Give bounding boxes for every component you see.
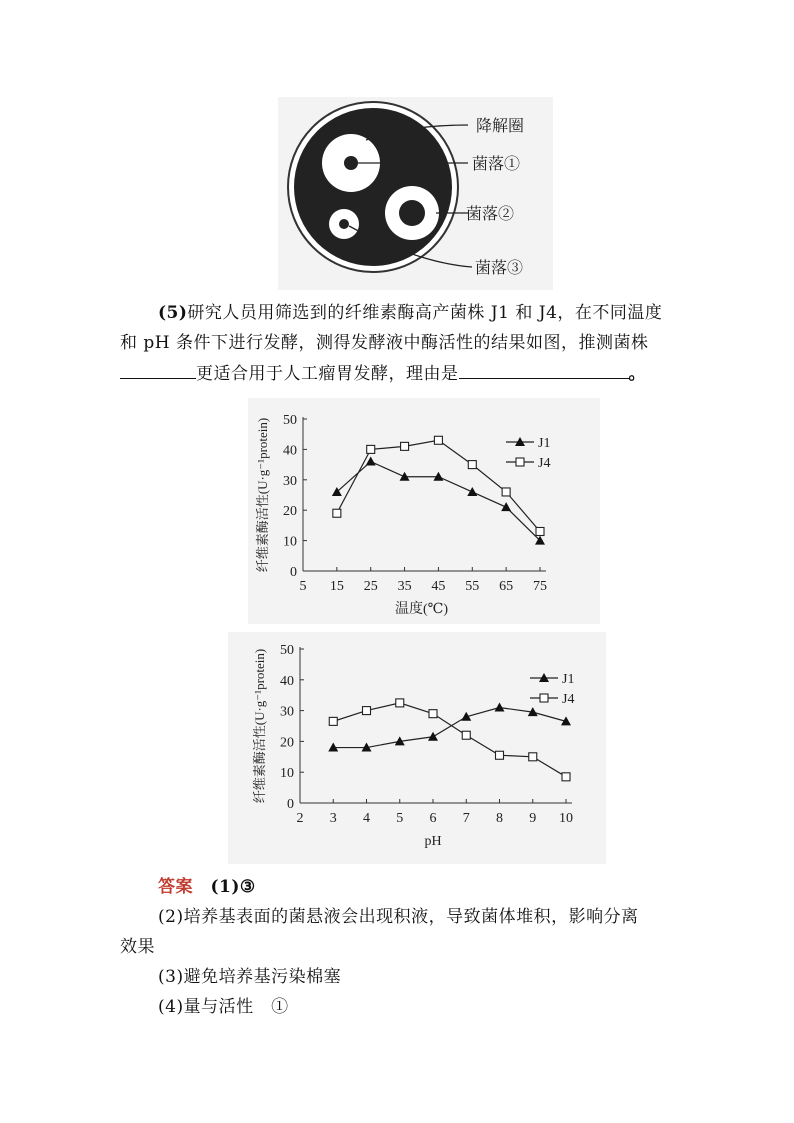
data-point-j4 bbox=[562, 773, 570, 781]
data-point-j4 bbox=[396, 699, 404, 707]
label-halo: 降解圈 bbox=[476, 118, 525, 135]
x-tick-label: 4 bbox=[363, 811, 370, 826]
data-point-j4 bbox=[462, 731, 470, 739]
answer-1: (1)③ bbox=[210, 877, 256, 897]
y-tick-label: 30 bbox=[283, 473, 297, 489]
answer-line-1 bbox=[120, 872, 680, 902]
legend-label-j1: J1 bbox=[562, 672, 575, 687]
answer-4: (4)量与活性 ① bbox=[158, 997, 289, 1017]
x-tick-label: 35 bbox=[397, 579, 412, 594]
y-tick-label: 40 bbox=[280, 673, 294, 689]
data-point-j1 bbox=[495, 703, 505, 712]
culture-medium bbox=[294, 108, 452, 266]
x-tick-label: 25 bbox=[363, 579, 378, 594]
y-tick-label: 30 bbox=[280, 704, 294, 720]
data-point-j4 bbox=[401, 442, 409, 450]
x-tick-label: 55 bbox=[465, 579, 480, 594]
legend-label-j4: J4 bbox=[562, 692, 575, 707]
legend-label-j4: J4 bbox=[538, 456, 551, 471]
x-axis-label: 温度(℃) bbox=[395, 602, 448, 617]
x-tick-label: 75 bbox=[533, 579, 547, 594]
data-point-j1 bbox=[501, 502, 511, 511]
question-line-2: 和 pH 条件下进行发酵，测得发酵液中酶活性的结果如图，推测菌株 bbox=[120, 333, 649, 353]
legend-marker-j4 bbox=[540, 694, 548, 702]
x-tick-label: 9 bbox=[529, 811, 537, 826]
x-tick-label: 10 bbox=[559, 811, 573, 826]
y-tick-label: 40 bbox=[283, 443, 297, 459]
legend-label-j1: J1 bbox=[538, 436, 551, 451]
question-line-3 bbox=[120, 358, 680, 389]
x-tick-label: 5 bbox=[396, 811, 404, 826]
temperature-chart bbox=[248, 398, 600, 624]
label-colony-2: 菌落② bbox=[466, 206, 515, 223]
answer-blank-strain[interactable] bbox=[120, 358, 196, 379]
y-tick-label: 50 bbox=[283, 413, 297, 428]
data-point-j1 bbox=[366, 457, 376, 466]
data-point-j4 bbox=[496, 751, 504, 759]
question-line-1 bbox=[120, 298, 680, 328]
answer-label: 答案 bbox=[158, 877, 193, 897]
answer-blank-reason[interactable] bbox=[459, 358, 629, 379]
ph-chart-panel bbox=[228, 632, 606, 864]
question-end-mark: 。 bbox=[628, 364, 646, 384]
question-number: (5) bbox=[158, 303, 188, 323]
colony-3 bbox=[339, 219, 349, 229]
x-axis-label: pH bbox=[424, 834, 442, 849]
x-tick-label: 7 bbox=[462, 811, 470, 826]
ph-chart bbox=[228, 632, 606, 864]
x-tick-label: 6 bbox=[429, 811, 437, 826]
colony-1 bbox=[344, 156, 358, 170]
data-point-j4 bbox=[329, 717, 337, 725]
data-point-j1 bbox=[467, 487, 477, 496]
x-tick-label: 2 bbox=[296, 811, 304, 826]
y-axis-label: 纤维素酶活性(U·g⁻¹protein) bbox=[255, 417, 270, 573]
y-tick-label: 0 bbox=[287, 797, 294, 812]
question-5 bbox=[120, 298, 680, 389]
data-point-j4 bbox=[367, 445, 375, 453]
legend-marker-j4 bbox=[516, 458, 524, 466]
data-point-j4 bbox=[529, 753, 537, 761]
x-tick-label: 5 bbox=[299, 579, 307, 594]
data-point-j4 bbox=[502, 488, 510, 496]
petri-dish-diagram bbox=[278, 97, 553, 290]
answer-2-line-1: (2)培养基表面的菌悬液会出现积液，导致菌体堆积，影响分离 bbox=[158, 907, 639, 927]
label-colony-1: 菌落① bbox=[472, 156, 521, 173]
x-tick-label: 65 bbox=[499, 579, 514, 594]
data-point-j4 bbox=[363, 707, 371, 715]
y-tick-label: 50 bbox=[280, 643, 294, 658]
data-point-j4 bbox=[333, 509, 341, 517]
question-text-3: 更适合用于人工瘤胃发酵，理由是 bbox=[196, 364, 459, 384]
colony-2 bbox=[399, 200, 425, 226]
answer-3: (3)避免培养基污染棉塞 bbox=[158, 967, 342, 987]
label-colony-3: 菌落③ bbox=[475, 260, 524, 277]
answer-section bbox=[120, 872, 680, 1022]
question-text-1: 研究人员用筛选到的纤维素酶高产菌株 J1 和 J4，在不同温度 bbox=[187, 303, 663, 323]
x-tick-label: 45 bbox=[431, 579, 446, 594]
y-tick-label: 10 bbox=[283, 534, 297, 550]
data-point-j4 bbox=[434, 436, 442, 444]
data-point-j4 bbox=[536, 527, 544, 535]
temperature-chart-panel bbox=[248, 398, 600, 624]
y-tick-label: 10 bbox=[280, 766, 294, 782]
y-tick-label: 20 bbox=[283, 504, 297, 520]
data-point-j4 bbox=[468, 461, 476, 469]
answer-2-line-2: 效果 bbox=[120, 937, 155, 957]
x-tick-label: 15 bbox=[329, 579, 344, 594]
data-point-j1 bbox=[428, 732, 438, 741]
y-tick-label: 0 bbox=[290, 565, 297, 580]
petri-dish-figure bbox=[278, 97, 553, 290]
x-tick-label: 8 bbox=[496, 811, 503, 826]
x-tick-label: 3 bbox=[329, 811, 337, 826]
y-axis-label: 纤维素酶活性(U·g⁻¹protein) bbox=[252, 648, 267, 804]
series-line-j4 bbox=[337, 440, 540, 531]
y-tick-label: 20 bbox=[280, 735, 294, 751]
data-point-j4 bbox=[429, 710, 437, 718]
